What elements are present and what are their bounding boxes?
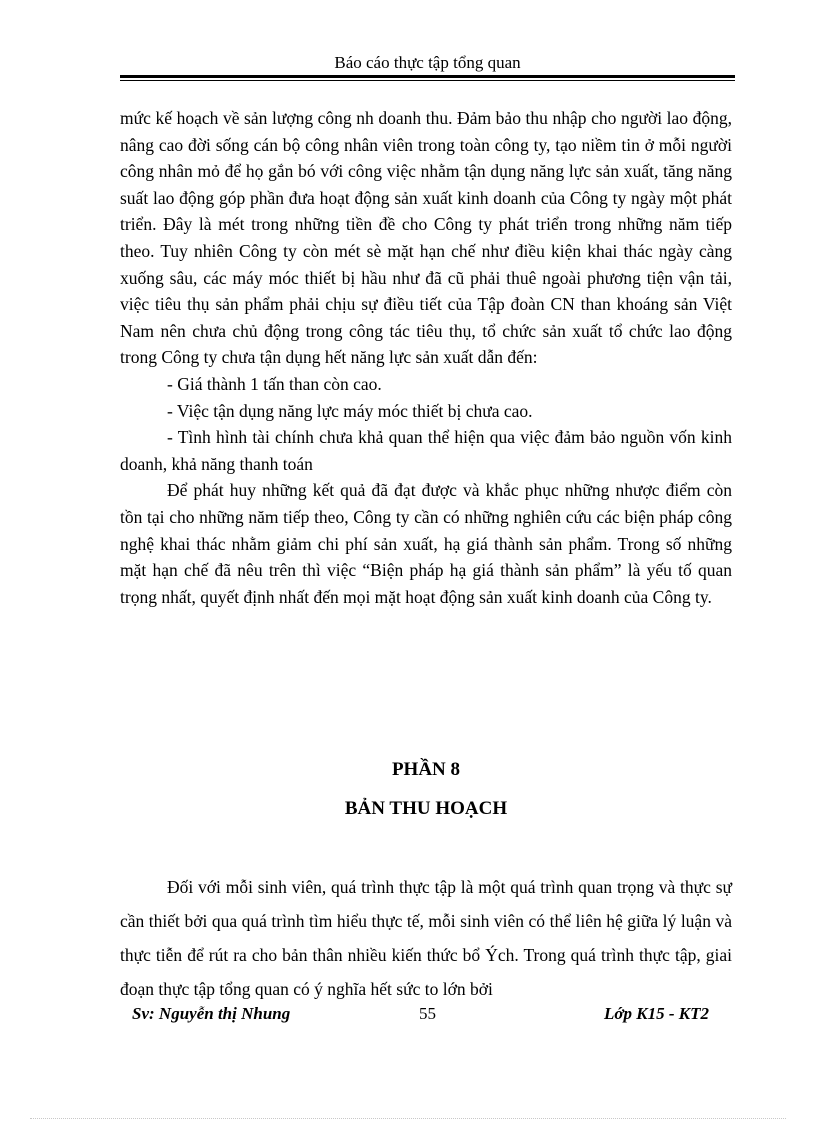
bullet-item: - Việc tận dụng năng lực máy móc thiết bị chưa cao. xyxy=(167,400,533,421)
bullet-item: - Tình hình tài chính chưa khả quan thể hiện qua việc đảm bảo nguồn vốn kinh doanh, khả năng thanh toán xyxy=(120,427,732,474)
footer-student-name: Sv: Nguyễn thị Nhung xyxy=(132,1004,291,1023)
footer-class: Lớp K15 - KT2 xyxy=(604,1004,709,1023)
body-paragraph: Để phát huy những kết quả đã đạt được và khắc phục những nhược điểm còn tồn tại cho những năm tiếp theo, Công ty cần có những nghiên cứu các biện pháp công nghệ khai thác nhằm giảm chi phí sản xuất, hạ giá thành sản phẩm. Trong số những mặt hạn chế đã nêu trên thì việc “Biện pháp hạ giá thành sản phẩm” là yếu tố quan trọng nhất, quyết định nhất đến mọi mặt hoạt động sản xuất kinh doanh của Công ty. xyxy=(120,480,732,607)
section-body xyxy=(120,870,732,1006)
page-bottom-edge xyxy=(30,1118,786,1119)
body-paragraph: mức kế hoạch về sản lượng công nh doanh thu. Đảm bảo thu nhập cho người lao động, nâng cao đời sống cán bộ công nhân viên trong toàn công ty, tạo niềm tin ở mỗi người công nhân mỏ để họ gắn bó với công việc nhằm tận dụng năng lực sản xuất, tăng năng suất lao động góp phần đưa hoạt động sản xuất kinh doanh của Công ty ngày một phát triển. Đây là mét trong những tiền đề cho Công ty phát triển trong những năm tiếp theo. Tuy nhiên Công ty còn mét sè mặt hạn chế như điều kiện khai thác ngày càng xuống sâu, các máy móc thiết bị hầu như đã cũ phải thuê ngoài phương tiện vận tải, việc tiêu thụ sản phẩm phải chịu sự điều tiết của Tập đoàn CN than khoáng sản Việt Nam nên chưa chủ động trong công tác tiêu thụ, tổ chức sản xuất tổ chức lao động trong Công ty chưa tận dụng hết năng lực sản xuất dẫn đến: xyxy=(120,108,732,368)
footer-page-number: 55 xyxy=(419,1004,436,1023)
header-divider-thin xyxy=(120,80,735,81)
header-divider-thick xyxy=(120,75,735,78)
main-body xyxy=(120,105,732,610)
section-paragraph: Đối với mỗi sinh viên, quá trình thực tập là một quá trình quan trọng và thực sự cần thiết bởi qua quá trình tìm hiểu thực tế, mỗi sinh viên có thể liên hệ giữa lý luận và thực tiễn để rút ra cho bản thân nhiều kiến thức bổ Ých. Trong quá trình thực tập, giai đoạn thực tập tổng quan có ý nghĩa hết sức to lớn bởi xyxy=(120,877,732,999)
section-part-heading: PHẦN 8 xyxy=(391,759,461,780)
bullet-item: - Giá thành 1 tấn than còn cao. xyxy=(167,373,382,394)
section-title-heading: BẢN THU HOẠCH xyxy=(344,798,508,819)
page-footer xyxy=(120,1004,735,1030)
page-header-title: Báo cáo thực tập tổng quan xyxy=(334,53,521,72)
